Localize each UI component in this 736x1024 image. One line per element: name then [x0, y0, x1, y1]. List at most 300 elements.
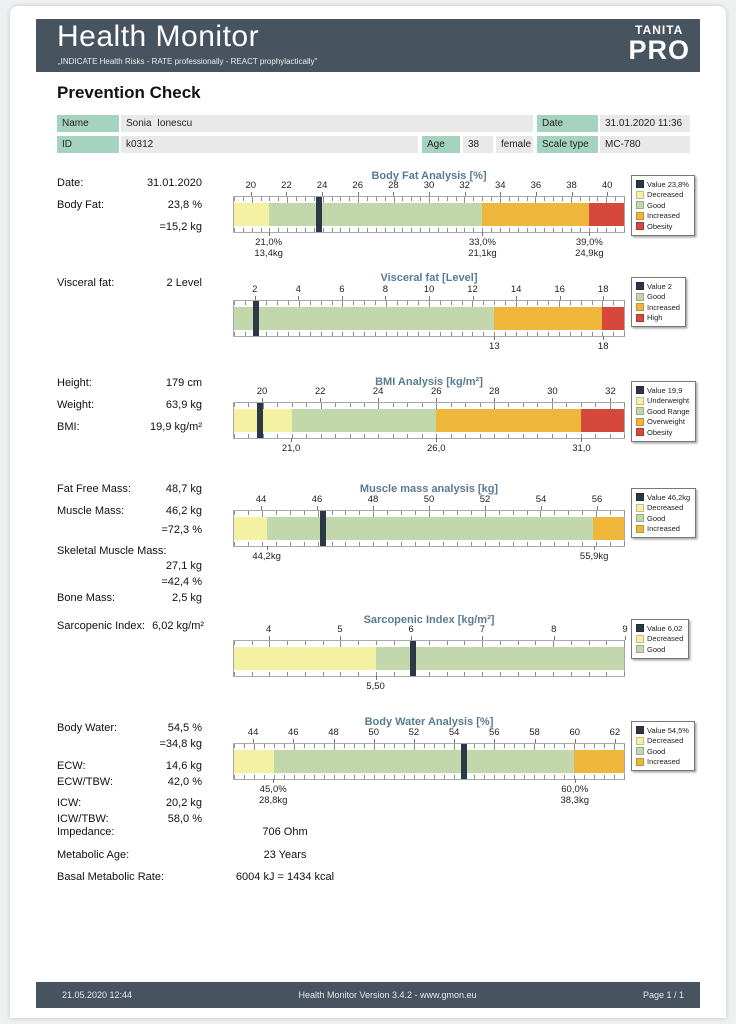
scale-tick [624, 434, 625, 438]
legend-item [636, 492, 690, 503]
axis-tick-label: 30 [547, 386, 558, 397]
scale-tick [364, 301, 365, 305]
scale-tick [354, 775, 355, 779]
gauge-segment-decreased [234, 203, 269, 226]
axis-tick-label: 22 [281, 180, 292, 191]
scale-tick [364, 434, 365, 438]
scale-tick [349, 197, 350, 201]
scale-tick [540, 511, 541, 517]
scale-tick [385, 228, 386, 232]
scale-tick [305, 672, 306, 676]
value-marker [253, 301, 259, 336]
scale-tick [483, 332, 484, 336]
legend-swatch-value-23-8 [636, 180, 644, 188]
footer-version: Health Monitor Version 3.4.2 - www.gmon.eu [298, 990, 477, 1000]
scale-tick [491, 197, 492, 201]
boundary-label: 18 [597, 341, 609, 352]
stat-value: 14,6 kg [165, 760, 202, 772]
axis-tick-label: 54 [535, 494, 547, 505]
legend-swatch-good-range [636, 407, 644, 415]
stat-value: 42,0 % [167, 776, 202, 788]
axis-tick-label: 22 [314, 386, 326, 397]
scale-tick [589, 672, 590, 676]
scale-tick [415, 511, 416, 515]
scale-tick [248, 434, 249, 438]
impedance-value: 706 Ohm [262, 826, 308, 838]
axis-tick-label: 48 [367, 494, 379, 505]
scale-tick [276, 511, 277, 515]
stat-value: 54,5 % [167, 722, 202, 734]
scale-tick [509, 228, 510, 232]
scale-tick [584, 744, 585, 748]
scale-tick [451, 434, 452, 438]
scale-tick [581, 332, 582, 336]
scale-tick [394, 641, 395, 645]
scale-tick [393, 403, 394, 407]
boundary-label: 45,0% 28,8kg [258, 784, 288, 806]
axis-tick-label: 26 [352, 180, 364, 191]
legend-swatch-good [636, 293, 644, 301]
axis-tick-label: 44 [247, 727, 259, 738]
scale-tick [358, 228, 359, 232]
axis-tick-label: 60 [569, 727, 581, 738]
stat-row-weight [57, 399, 202, 413]
scale-tick [472, 301, 473, 307]
legend-label: Obesity [647, 427, 673, 437]
scale-tick [266, 332, 267, 336]
scale-tick [277, 434, 278, 438]
scale-tick [624, 775, 625, 779]
scale-tick [440, 332, 441, 336]
scale-tick [332, 511, 333, 515]
scale-tick [457, 542, 458, 546]
scale-tick [407, 434, 408, 438]
gauge-segment-decreased [234, 750, 274, 773]
scale-tick [624, 744, 625, 748]
stat-row-sub-value [57, 560, 202, 574]
scale-tick [584, 775, 585, 779]
scale-tick [482, 641, 483, 647]
scale-tick [610, 542, 611, 546]
scale-tick [248, 403, 249, 407]
value-marker [316, 197, 322, 232]
axis-tick-label: 6 [408, 624, 414, 635]
scale-tick [332, 228, 333, 232]
scale-tick [429, 672, 430, 676]
scale-tick [434, 744, 435, 748]
stat-label: Skeletal Muscle Mass: [57, 545, 167, 557]
legend-item [636, 292, 680, 303]
scale-tick [332, 542, 333, 546]
scale-tick [310, 301, 311, 305]
scale-tick [350, 403, 351, 407]
scale-tick [451, 332, 452, 336]
scale-tick [516, 332, 517, 336]
scale-tick [505, 301, 506, 305]
scale-tick [288, 301, 289, 305]
scale-tick [499, 511, 500, 515]
scale-tick [562, 197, 563, 201]
scale-tick [358, 197, 359, 203]
scale-tick [548, 301, 549, 305]
legend-swatch-overweight [636, 418, 644, 426]
stat-label: ECW/TBW: [57, 776, 114, 788]
stat-label: Date: [57, 177, 84, 189]
scale-tick [234, 744, 235, 748]
stat-label: ICW: [57, 797, 82, 809]
scale-tick [245, 301, 246, 305]
chart-axis [233, 496, 625, 509]
scale-tick [264, 744, 265, 748]
axis-tick-label: 52 [479, 494, 491, 505]
scale-tick [624, 672, 625, 676]
scale-tick [597, 228, 598, 232]
stat-row-muscle-mass [57, 505, 202, 519]
scale-tick [402, 228, 403, 232]
legend-item [636, 634, 683, 645]
scale-tick [624, 301, 625, 305]
scale-tick [504, 775, 505, 779]
legend-item [636, 281, 680, 292]
stat-row-bone-mass [57, 592, 202, 606]
legend-label: Increased [647, 302, 680, 312]
scale-tick [262, 511, 263, 517]
gauge-bar [233, 510, 625, 547]
scale-tick [244, 775, 245, 779]
gauge-segment-decreased [234, 517, 267, 540]
stat-row-sub-value [57, 738, 202, 752]
scale-tick [564, 775, 565, 779]
value-marker [461, 744, 467, 779]
scale-tick [353, 332, 354, 336]
gauge-segment-overweight [436, 409, 580, 432]
scale-tick [443, 542, 444, 546]
scale-tick [589, 641, 590, 645]
boundary-label: 55,9kg [579, 551, 609, 562]
id-value: k0312 [121, 136, 418, 153]
scale-tick [364, 403, 365, 407]
legend-item [636, 406, 690, 417]
scale-tick [485, 542, 486, 546]
legend-label: Value 54,5% [647, 725, 689, 735]
scale-tick [401, 542, 402, 546]
stat-value: 6,02 kg/m² [152, 620, 205, 632]
basal-metabolic-rate-value: 6004 kJ = 1434 kcal [235, 871, 335, 883]
scale-tick [321, 403, 322, 409]
scale-tick [252, 228, 253, 232]
scale-tick [535, 197, 536, 203]
scale-tick [624, 197, 625, 201]
scale-tick [243, 197, 244, 201]
axis-tick-label: 10 [423, 284, 435, 295]
scale-tick [411, 197, 412, 201]
gauge-segment-increased [593, 517, 624, 540]
scale-tick [624, 511, 625, 515]
scale-tick [544, 744, 545, 748]
scale-tick [422, 434, 423, 438]
gauge-segment-increased [574, 750, 624, 773]
axis-tick-label: 9 [622, 624, 628, 635]
scale-tick [263, 403, 264, 409]
scale-type-value: MC-780 [600, 136, 690, 153]
scale-tick [500, 228, 501, 232]
scale-tick [407, 403, 408, 407]
scale-tick [582, 511, 583, 515]
chart-axis [233, 729, 625, 742]
scale-tick [340, 228, 341, 232]
scale-tick [269, 641, 270, 647]
scale-tick [564, 744, 565, 748]
age-value: 38 [463, 136, 493, 153]
legend-swatch-decreased [636, 737, 644, 745]
stat-label: Height: [57, 377, 92, 389]
scale-tick [374, 775, 375, 779]
scale-tick [314, 744, 315, 748]
axis-tick-label: 46 [311, 494, 323, 505]
scale-tick [323, 197, 324, 203]
scale-tick [305, 197, 306, 201]
legend-label: Increased [647, 524, 680, 534]
scale-tick [606, 228, 607, 232]
scale-tick [278, 228, 279, 232]
scale-tick [342, 301, 343, 307]
scale-tick [571, 197, 572, 203]
scale-tick [407, 332, 408, 336]
scale-tick [482, 672, 483, 676]
scale-tick [234, 403, 235, 407]
scale-tick [378, 434, 379, 438]
scale-tick [306, 434, 307, 438]
scale-tick [342, 332, 343, 336]
impedance-label: Impedance: [57, 826, 115, 838]
scale-tick [494, 434, 495, 438]
scale-tick [443, 511, 444, 515]
chart-title: Visceral fat [Level] [380, 272, 478, 284]
stat-row-body-water [57, 722, 202, 736]
legend-item [636, 200, 689, 211]
scale-tick [323, 672, 324, 676]
legend-swatch-value-6-02 [636, 624, 644, 632]
stat-value: 63,9 kg [165, 399, 202, 411]
legend-swatch-high [636, 314, 644, 322]
scale-tick [299, 332, 300, 336]
scale-tick [552, 434, 553, 438]
scale-tick [385, 197, 386, 201]
scale-tick [243, 228, 244, 232]
stat-row-icw-tbw [57, 813, 202, 827]
scale-tick [418, 332, 419, 336]
scale-tick [277, 301, 278, 305]
scale-tick [234, 332, 235, 336]
scale-tick [580, 197, 581, 201]
stat-label: Weight: [57, 399, 95, 411]
scale-tick [276, 542, 277, 546]
legend-item [636, 757, 689, 768]
axis-tick-label: 32 [459, 180, 470, 191]
legend-item [636, 513, 690, 524]
scale-tick [484, 775, 485, 779]
axis-tick-label: 4 [295, 284, 301, 295]
scale-tick [624, 228, 625, 232]
scale-tick [518, 672, 519, 676]
scale-tick [471, 511, 472, 515]
scale-tick [290, 511, 291, 515]
scale-tick [244, 744, 245, 748]
scale-tick [592, 332, 593, 336]
scale-tick [334, 775, 335, 779]
scale-tick [624, 542, 625, 546]
legend-item [636, 179, 689, 190]
scale-tick [252, 197, 253, 203]
report-footer [36, 982, 700, 1008]
scale-tick [284, 775, 285, 779]
scale-tick [436, 403, 437, 409]
stat-value: 31.01.2020 [146, 177, 202, 189]
scale-tick [248, 511, 249, 515]
scale-tick [518, 641, 519, 645]
legend-swatch-obesity [636, 428, 644, 436]
scale-tick [376, 197, 377, 201]
scale-tick [314, 197, 315, 201]
scale-tick [472, 332, 473, 336]
stat-value: 20,2 kg [165, 797, 202, 809]
scale-tick [305, 228, 306, 232]
scale-tick [615, 197, 616, 201]
legend-label: Good [647, 513, 666, 523]
scale-tick [287, 672, 288, 676]
axis-tick-label: 56 [489, 727, 500, 738]
scale-tick [447, 228, 448, 232]
legend-label: Increased [647, 211, 680, 221]
scale-tick [537, 301, 538, 305]
scale-tick [264, 775, 265, 779]
stat-row-sub-value [57, 524, 202, 538]
scale-tick [364, 744, 365, 748]
scale-tick [304, 744, 305, 748]
legend-swatch-decreased [636, 635, 644, 643]
scale-tick [582, 542, 583, 546]
pro-logo-text: PRO [628, 35, 690, 65]
chart-legend [631, 381, 696, 442]
chart-axis [233, 182, 625, 195]
legend-label: Good [647, 746, 666, 756]
scale-tick [540, 542, 541, 546]
scale-tick [615, 228, 616, 232]
legend-label: Value 2 [647, 281, 672, 291]
scale-tick [592, 301, 593, 305]
axis-tick-label: 7 [479, 624, 486, 635]
scale-tick [364, 332, 365, 336]
scale-tick [287, 641, 288, 645]
scale-tick [420, 228, 421, 232]
scale-tick [340, 672, 341, 676]
scale-tick [359, 511, 360, 515]
legend-swatch-increased [636, 525, 644, 533]
stat-label: Fat Free Mass: [57, 483, 131, 495]
scale-tick [568, 511, 569, 515]
axis-tick-label: 52 [408, 727, 420, 738]
gauge-segment-obesity [589, 203, 624, 226]
scale-tick [287, 228, 288, 232]
scale-tick [544, 197, 545, 201]
scale-tick [553, 197, 554, 201]
scale-tick [245, 332, 246, 336]
boundary-label: 21,0% 13,4kg [254, 237, 283, 259]
scale-tick [473, 228, 474, 232]
scale-tick [234, 641, 235, 645]
gauge-segment-obesity [581, 409, 624, 432]
stat-value: 23,8 % [167, 199, 202, 211]
scale-tick [610, 511, 611, 515]
scale-tick [513, 542, 514, 546]
scale-tick [386, 332, 387, 336]
stat-row-date [57, 177, 202, 191]
axis-tick-label: 50 [423, 494, 435, 505]
scale-tick [321, 434, 322, 438]
scale-tick [494, 775, 495, 779]
chart-title: BMI Analysis [kg/m²] [375, 376, 483, 388]
scale-tick [559, 332, 560, 336]
scale-tick [359, 542, 360, 546]
scale-tick [269, 197, 270, 201]
scale-tick [508, 434, 509, 438]
scale-tick [535, 672, 536, 676]
stat-value: 179 cm [165, 377, 202, 389]
scale-tick [480, 434, 481, 438]
stat-row-ecw-tbw [57, 776, 202, 790]
scale-tick [394, 775, 395, 779]
scale-tick [394, 228, 395, 232]
scale-tick [597, 197, 598, 201]
axis-tick-label: 5 [337, 624, 343, 635]
scale-tick [440, 301, 441, 305]
scale-tick [553, 641, 554, 647]
tanita-logo-text: TANITA [635, 23, 684, 37]
axis-tick-label: 12 [467, 284, 478, 295]
axis-tick-label: 56 [591, 494, 603, 505]
scale-tick [266, 301, 267, 305]
scale-tick [554, 542, 555, 546]
scale-tick [287, 197, 288, 203]
scale-tick [457, 511, 458, 515]
scale-tick [537, 434, 538, 438]
scale-tick [263, 434, 264, 438]
gauge-segment-decreased [234, 647, 376, 670]
legend-swatch-obesity [636, 222, 644, 230]
page-title: Prevention Check [57, 83, 201, 102]
metabolic-age-value: 23 Years [263, 849, 307, 861]
chart-legend [631, 175, 695, 236]
scale-tick [527, 197, 528, 201]
scale-tick [277, 332, 278, 336]
scale-tick [332, 197, 333, 201]
scale-tick [580, 228, 581, 232]
legend-label: Good [647, 292, 666, 302]
axis-tick-label: 58 [529, 727, 540, 738]
axis-tick-label: 28 [388, 180, 399, 191]
scale-tick [595, 403, 596, 407]
scale-tick [278, 197, 279, 201]
report-header [36, 19, 700, 72]
scale-tick [375, 301, 376, 305]
legend-item [636, 725, 689, 736]
scale-tick [358, 672, 359, 676]
date-value: 31.01.2020 11:36 [600, 115, 690, 132]
app-title: Health Monitor [57, 20, 260, 53]
scale-tick [349, 228, 350, 232]
boundary-label: 31,0 [572, 443, 591, 454]
scale-tick [596, 511, 597, 517]
